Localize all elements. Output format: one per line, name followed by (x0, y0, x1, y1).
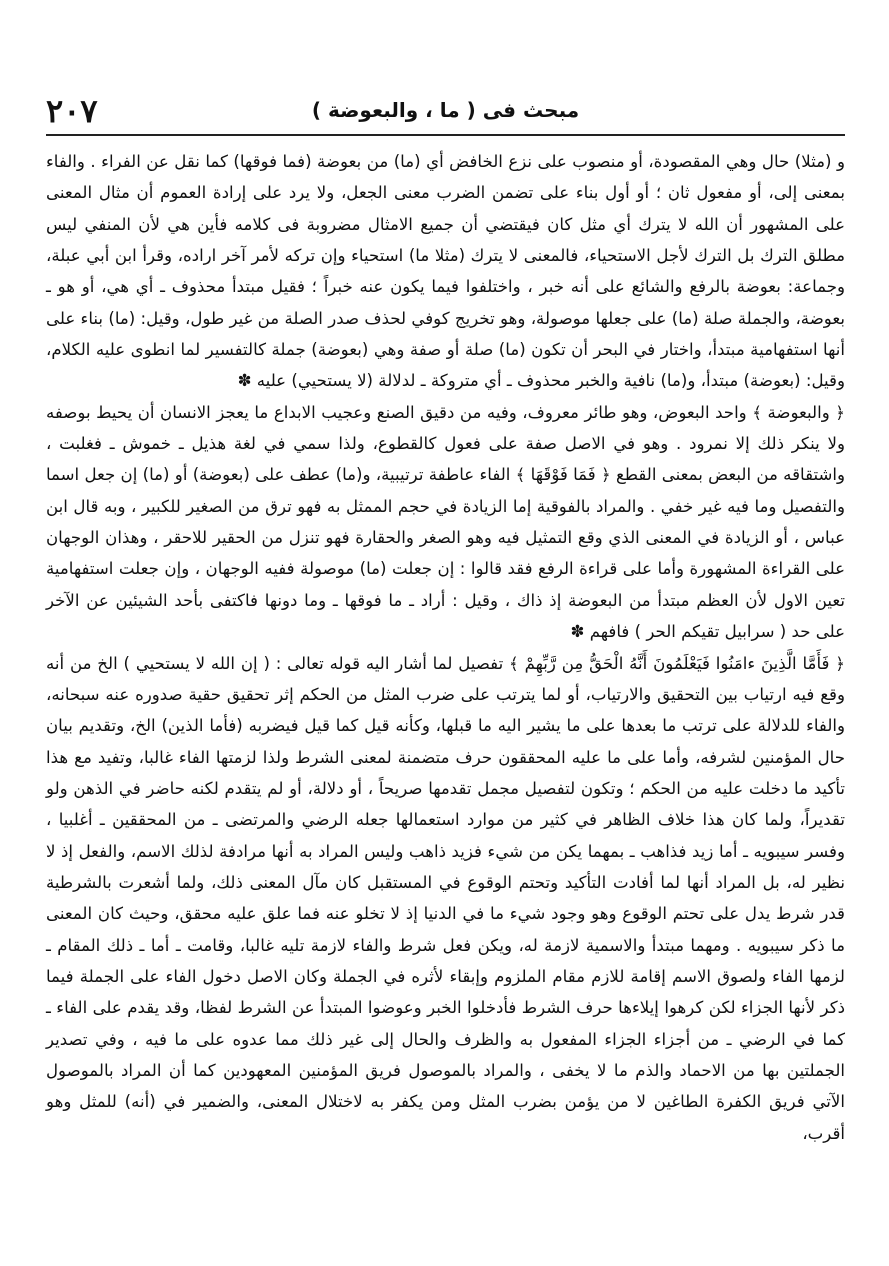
running-title: مبحث فى ( ما ، والبعوضة ) (311, 98, 580, 122)
page-body (46, 146, 845, 1149)
paragraph-2: ﴿ والبعوضة ﴾ واحد البعوض، وهو طائر معروف، وفيه من دقيق الصنع وعجيب الابداع ما يعجز الانسان أن يحيط بوصفه ولا ينكر ذلك إلا نمرود . وهو في الاصل صفة على فعول كالقطوع، ولذا سمي في لغة هذيل ـ خموش ـ فغلبت ، واشتقاقه من البعض بمعنى القطع ﴿ فَمَا فَوْقَهَا ﴾ الفاء عاطفة ترتيبية، و(ما) عطف على (بعوضة) أو (ما) إن جعل اسما والتفصيل وما فيه غير خفي . والمراد بالفوقية إما الزيادة في حجم الممثل به فهو ترق من الصغير للكبير ، وبه قال ابن عباس ، أو الزيادة في المعنى الذي وقع التمثيل فيه وهو الصغر والحقارة فهو تنزل من الحقير للاحقر ، وهذان الوجهان على القراءة المشهورة وأما على قراءة الرفع فقد قالوا : إن جعلت (ما) موصولة ففيه الوجهان ، وإن جعلت استفهامية تعين الاول لأن العظم مبتدأ من البعوضة إذ ذاك ، وقيل : أراد ـ ما فوقها ـ وما دونها فاكتفى بأحد الشيئين عن الآخر على حد ( سرابيل تقيكم الحر ) فافهم ✽ (46, 402, 845, 642)
paragraph-3: ﴿ فَأَمَّا الَّذِينَ ءامَنُوا فَيَعْلَمُونَ أَنَّهُ الْحَقُّ مِن رَّبِّهِمْ ﴾ تفصيل لما أشار اليه قوله تعالى : ( إن الله لا يستحيي ) الخ من أنه وقع فيه ارتياب بين التحقيق والارتياب، أو لما يترتب على ضرب المثل من الحكم إثر تحقيق حقية صدوره عنه سبحانه، والفاء للدلالة على ترتب ما بعدها على ما يشير اليه ما قبلها، وكأنه قيل كما قيل فيضربه (فأما الذين) الخ، وتقديم بيان حال المؤمنين لشرفه، وأما على ما عليه المحققون حرف متضمنة لمعنى الشرط ولذا لزمتها الفاء غالبا، وتفيد مع هذا تأكيد ما دخلت عليه من الحكم ؛ وتكون لتفصيل مجمل تقدمها صريحاً ، أو دلالة، أو لم يتقدم لكنه حاضر في الذهن ولو تقديراً، ولما كان هذا خلاف الظاهر في كثير من موارد استعمالها جعله الرضي والمرتضى ـ من المحققين ـ أغلبيا ، وفسر سيبويه ـ أما زيد فذاهب ـ بمهما يكن من شيء فزيد ذاهب وليس المراد به أنها مرادفة لذلك الاسم، والفعل إذ لا نظير له، بل المراد أنها لما أفادت التأكيد وتحتم الوقوع في المستقبل كان مآل المعنى ذلك، ولما أشعرت بالشرطية قدر شرط يدل على تحتم الوقوع وهو وجود شيء ما في الدنيا إذ لا تخلو عنه فما علق عليه محقق، وحيث كان المعنى ما ذكر سيبويه . ومهما مبتدأ والاسمية لازمة له، ويكن فعل شرط والفاء لازمة تليه غالبا، وقامت ـ أما ـ ذلك المقام ـ لزمها الفاء ولصوق الاسم إقامة للازم مقام الملزوم وإبقاء لأثره في الجملة وكان الاصل دخول الفاء على الجملة فيما ذكر لأنها الجزاء لكن كرهوا إيلاءها حرف الشرط فأدخلوا الخبر وعوضوا المبتدأ عن الشرط لفظا، وقد يقدم على الفاء ـ كما في الرضي ـ من أجزاء الجزاء المفعول به والظرف والحال إلى غير ذلك مما عدوه على ما فيه ، وفي تصدير الجملتين بها من الاحماد والذم ما لا يخفى ، والمراد بالموصول فريق المؤمنين المعهودين كما أن المراد بالموصول الآتي فريق الكفرة الطاغين لا من يؤمن بضرب المثل ومن يكفر به لاختلال المعنى، والضمير في (أنه) للمثل وهو أقرب، (46, 653, 845, 1143)
paragraph-1: و (مثلا) حال وهي المقصودة، أو منصوب على نزع الخافض أي (ما) من بعوضة (فما فوقها) كما نقل عن الفراء . والفاء بمعنى إلى، أو مفعول ثان ؛ أو أول بناء على تضمن الضرب معنى الجعل، ولا يرد على إرادة العموم أن مثال المعنى على المشهور أن الله لا يترك أي مثل كان فيقتضي أن جميع الامثال مضروبة فى كلامه فأين هي لأن المنفي ليس مطلق الترك بل الترك لأجل الاستحياء، فالمعنى لا يترك (مثلا ما) استحياء وإن تركه لأمر آخر اراده، وقرأ ابن أبي عبلة، وجماعة: بعوضة بالرفع والشائع على أنه خبر ، واختلفوا فيما يكون عنه خبراً ؛ فقيل مبتدأ محذوف ـ أي هي، أو هو ـ بعوضة، والجملة صلة (ما) على جعلها موصولة، وهو تخريج كوفي لحذف صدر الصلة من غير طول، وقيل: (ما) بناء على أنها استفهامية مبتدأ، واختار في البحر أن تكون (ما) صلة أو صفة وهي (بعوضة) جملة كالتفسير لما انطوى عليه الكلام، وقيل: (بعوضة) مبتدأ، و(ما) نافية والخبر محذوف ـ أي متروكة ـ لدلالة (لا يستحيي) عليه ✽ (46, 152, 845, 391)
page-header (46, 90, 845, 136)
page-number: ٢٠٧ (46, 92, 98, 130)
